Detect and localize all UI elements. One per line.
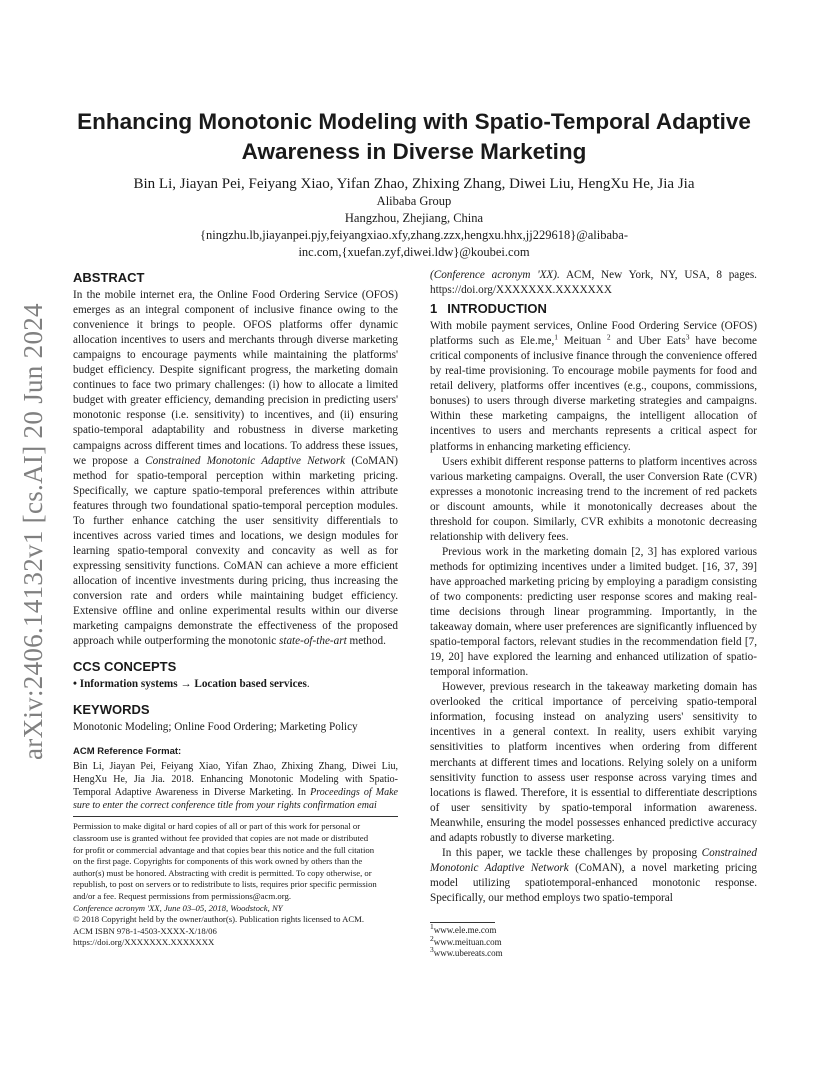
title-line-1: Enhancing Monotonic Modeling with Spatio-Temporal Adaptive bbox=[77, 109, 751, 134]
isbn: ACM ISBN 978-1-4503-XXXX-X/18/06 bbox=[73, 925, 217, 936]
intro-p1-text: With mobile payment services, Online Food Ordering Service (OFOS) platforms such as Ele.me, bbox=[430, 320, 757, 348]
ccs-concepts bbox=[73, 677, 398, 692]
footnote-number: 2 bbox=[430, 933, 434, 943]
permission-line: for profit or commercial advantage and that copies bear this notice and the full citation bbox=[73, 844, 375, 855]
footnote-url[interactable]: www.ubereats.com bbox=[433, 948, 503, 958]
acm-reference-publisher: ACM, New York, NY, USA, 8 pages. https://doi.org/XXXXXXX.XXXXXXX bbox=[430, 269, 757, 297]
affiliation-emails-line-2: inc.com,{xuefan.zyf,diwei.ldw}@koubei.com bbox=[298, 245, 530, 259]
permission-line: and/or a fee. Request permissions from permissions@acm.org. bbox=[73, 890, 291, 901]
section-number: 1 bbox=[430, 301, 438, 317]
footnote-ref-3: 3 bbox=[685, 332, 690, 342]
conference-info: Conference acronym 'XX, June 03–05, 2018, Woodstock, NY bbox=[73, 902, 283, 913]
acm-reference-proceedings: Proceedings of Make sure to enter the correct conference title from your rights confirmation emai bbox=[73, 787, 398, 812]
intro-p1-text: have become critical components of inclusive finance through the convenience offered by real-time provisioning. To encourage mobile payments for food and retail delivery, platforms offer incentives (e.g., coupons, commissions, bonuses) to users through diverse marketing strategies and campaigns. Within these marketing campaigns, the intelligent allocation of incentives to users and merchants represents a critical aspect for platforms in enhancing marketing efficiency. bbox=[430, 335, 758, 453]
section-title: INTRODUCTION bbox=[447, 301, 547, 317]
abstract-heading: ABSTRACT bbox=[73, 270, 145, 285]
intro-paragraph-1 bbox=[430, 319, 757, 454]
footnote-ref-1: 1 bbox=[554, 332, 558, 342]
keywords-text: Monotonic Modeling; Online Food Ordering; Marketing Policy bbox=[73, 721, 358, 734]
ccs-item: • Information systems → Location based services bbox=[73, 678, 307, 691]
abstract-sota-term: state-of-the-art bbox=[278, 635, 347, 648]
footnote-url[interactable]: www.ele.me.com bbox=[433, 925, 497, 935]
acm-reference-heading: ACM Reference Format: bbox=[73, 746, 182, 758]
keywords-heading: KEYWORDS bbox=[73, 702, 150, 718]
footnote-item bbox=[430, 922, 757, 937]
affiliation-emails-line-1: {ningzhu.lb,jiayanpei.pjy,feiyangxiao.xfy,zhang.zzx,hengxu.hhx,jj229618}@alibaba- bbox=[199, 228, 629, 242]
permission-divider bbox=[73, 816, 398, 817]
affiliation-location: Hangzhou, Zhejiang, China bbox=[344, 211, 484, 225]
ccs-heading: CCS CONCEPTS bbox=[73, 659, 177, 675]
intro-p1-text: and Uber Eats bbox=[610, 335, 686, 348]
abstract-paragraph bbox=[73, 288, 398, 649]
permission-block bbox=[73, 821, 398, 949]
intro-paragraph-2: Users exhibit different response patterns to platform incentives across various marketing campaigns. Overall, the user Conversion Rate (CVR) expresses a monotonic increasing trend to the increment of red packets or discount amounts, while it monotonically decreases about the threshold for coupon. Similarly, CVR exhibits a monotonic decreasing relationship with delivery fees. bbox=[430, 455, 757, 543]
permission-line: classroom use is granted without fee provided that copies are not made or distributed bbox=[73, 833, 369, 843]
acm-reference-text bbox=[73, 760, 398, 812]
acm-reference-continuation bbox=[430, 268, 757, 298]
footnote-url[interactable]: www.meituan.com bbox=[433, 936, 502, 947]
introduction-heading bbox=[430, 301, 757, 316]
footnotes bbox=[430, 922, 757, 960]
abstract-text-1: In the mobile internet era, the Online Food Ordering Service (OFOS) emerges as an integral component of inclusive finance owing to the convenience it brings to people. OFOS platforms offer dynamic allocation incentives to users and merchants through diverse marketing campaigns to encourage payments while maintaining the platforms' budget efficiency. Despite significant progress, the marketing domain continues to face two primary challenges: (i) how to allocate a limited budget with greater efficiency, demanding precision in predicting users' monotonic response (i.e. sensitivity) to incentives, and (ii) ensuring spatio-temporal adaptability and robustness in diverse marketing campaigns across different times and locations. To address these issues, we propose a bbox=[73, 289, 398, 467]
right-column bbox=[430, 270, 757, 906]
intro-paragraph-3: Previous work in the marketing domain [2, 3] has explored various methods for optimizing incentives under a limited budget. [16, 37, 39] have approached marketing pricing by employing a paradigm consisting of two components: predicting user response scores and making real-time decisions through linear programming. Importantly, in the takeaway domain, where user preferences are significantly influenced by spatio-temporal factors, relevant studies in the recommendation field [7, 19, 20] have explored the learning and enhanced utilization of spatio-temporal information. bbox=[430, 545, 757, 679]
permission-line: author(s) must be honored. Abstracting with credit is permitted. To copy otherwise, or bbox=[73, 867, 372, 878]
acm-reference-body: Bin Li, Jiayan Pei, Feiyang Xiao, Yifan Zhao, Zhixing Zhang, Diwei Liu, HengXu He, Jia Jia. 2018. Enhancing Monotonic Modeling with Spatio-Temporal Adaptive Awareness in Diverse Marketing. In bbox=[73, 761, 398, 799]
intro-p5-text: (CoMAN), a novel marketing pricing model utilizing spatiotemporal-enhanced monotonic response. Specifically, our method employs two spatio-temporal bbox=[430, 861, 757, 904]
abstract-text-2: (CoMAN) method for spatio-temporal perception within marketing pricing. Specifically, we capture spatio-temporal preferences within attribute features through two foundational spatio-temporal perception modules. To further enhance catching the user sensitivity differentials to incentives across varied times and locations, we design modules for learning spatio-temporal convexity and concavity as well as for expressing sensitivity functions. CoMAN can achieve a more efficient allocation of incentive investments during pricing, thus increasing the conversion rate and orders while maintaining budget efficiency. Extensive offline and online experimental results within our diverse marketing campaigns demonstrate the effectiveness of the proposed approach while outperforming the monotonic bbox=[73, 454, 398, 648]
permission-line: republish, to post on servers or to redistribute to lists, requires prior specific permission bbox=[73, 879, 377, 890]
intro-method-name: Constrained Monotonic Adaptive Network bbox=[430, 846, 757, 874]
permission-line: on the first page. Copyrights for components of this work owned by others than the bbox=[73, 856, 363, 867]
abstract-text-3: method. bbox=[346, 635, 386, 648]
footnote-number: 1 bbox=[430, 922, 434, 931]
intro-paragraph-5 bbox=[430, 846, 757, 906]
permission-line: Permission to make digital or hard copies of all or part of this work for personal or bbox=[73, 821, 361, 832]
doi-link[interactable]: https://doi.org/XXXXXXX.XXXXXXX bbox=[73, 937, 215, 948]
footnote-item bbox=[430, 933, 757, 949]
intro-p5-text: In this paper, we tackle these challenges by proposing bbox=[442, 846, 702, 859]
paper-title bbox=[60, 107, 768, 167]
conference-acronym: (Conference acronym 'XX). bbox=[430, 269, 560, 281]
intro-p1-text: Meituan bbox=[558, 335, 607, 348]
arxiv-identifier-stamp: arXiv:2406.14132v1 [cs.AI] 20 Jun 2024 bbox=[18, 303, 48, 760]
footnote-divider bbox=[430, 922, 495, 923]
affiliation-org: Alibaba Group bbox=[376, 194, 452, 208]
affiliation-block bbox=[60, 193, 768, 261]
abstract-method-name: Constrained Monotonic Adaptive Network bbox=[145, 454, 346, 467]
footnote-item bbox=[430, 945, 757, 960]
footnote-ref-2: 2 bbox=[606, 332, 611, 342]
left-column bbox=[73, 266, 398, 949]
footnote-number: 3 bbox=[430, 945, 434, 954]
ccs-period: . bbox=[306, 678, 310, 691]
title-line-2: Awareness in Diverse Marketing bbox=[241, 139, 587, 164]
copyright-notice: © 2018 Copyright held by the owner/author(s). Publication rights licensed to ACM. bbox=[73, 914, 365, 925]
author-list: Bin Li, Jiayan Pei, Feiyang Xiao, Yifan Zhao, Zhixing Zhang, Diwei Liu, HengXu He, Jia Jia bbox=[133, 176, 695, 192]
intro-paragraph-4: However, previous research in the takeaway marketing domain has overlooked the critical importance of perceiving spatio-temporal information, focusing instead on analyzing users' sensitivity to incentives in a general context. In reality, users exhibit varying sensitivities to platform incentives when ordering from different merchants at different times and locations. Relying solely on a uniform sensitivity function to assess user response across varying times and locations is flawed. Therefore, it is essential to differentiate descriptions of user sensitivity by spatio-temporal information awareness. Meanwhile, ensuring the model possesses enhanced predictive accuracy and adapts robustly to diverse marketing. bbox=[430, 681, 757, 844]
